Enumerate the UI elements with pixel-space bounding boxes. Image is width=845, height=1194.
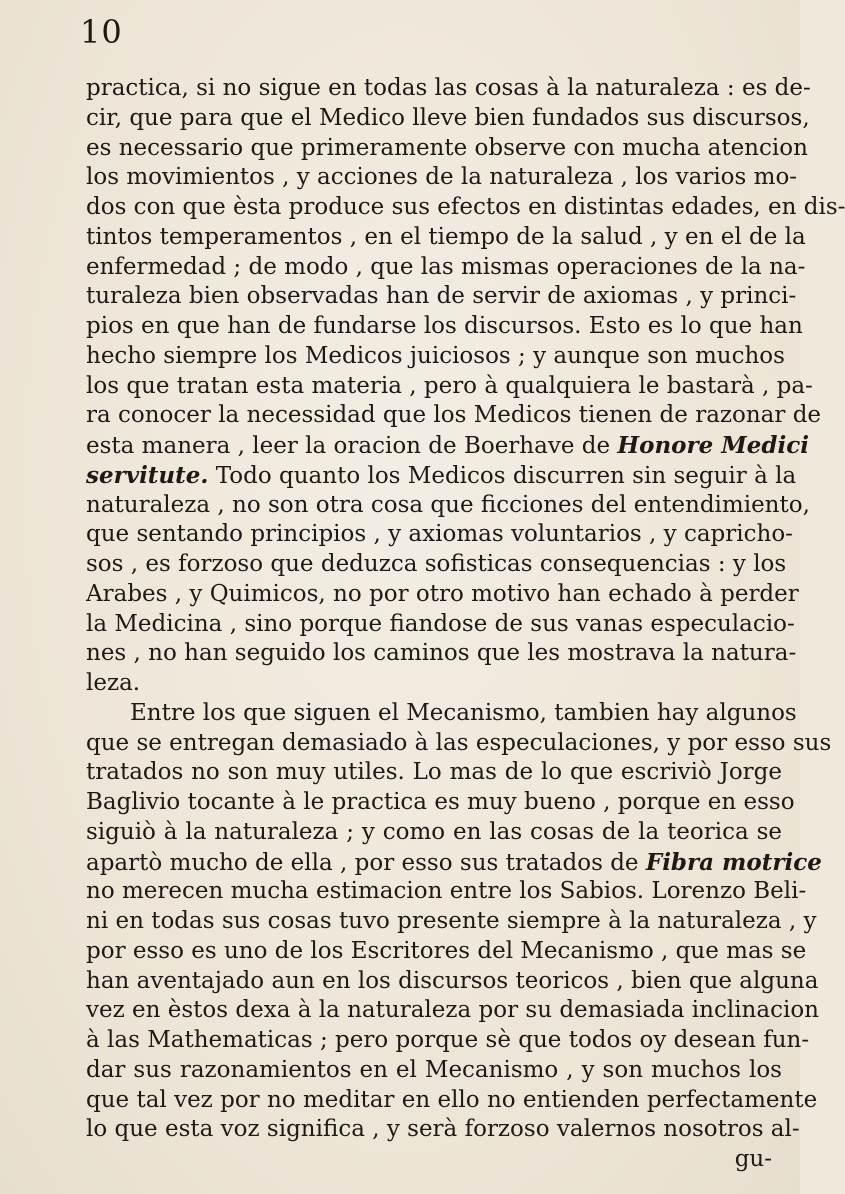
text-line: la Medicina , sino porque fiandose de sus vanas especulacio-: [86, 610, 795, 637]
text-line: no merecen mucha estimacion entre los Sabios. Lorenzo Beli-: [86, 878, 807, 905]
text-line: hecho siempre los Medicos juiciosos ; y aunque son muchos: [86, 342, 785, 369]
italic-title: Honore Medici: [617, 432, 809, 459]
text-line: ni en todas sus cosas tuvo presente siempre à la naturaleza , y: [86, 908, 817, 934]
catchword: gu-: [734, 1146, 772, 1172]
text-fragment: apartò mucho de ella , por esso sus tratados de: [86, 849, 646, 876]
text-fragment: Todo quanto los Medicos discurren sin seguir à la: [208, 462, 797, 489]
text-line: Arabes , y Quimicos, no por otro motivo han echado à perder: [86, 580, 799, 607]
text-line: [86, 461, 797, 491]
text-line: tintos temperamentos , en el tiempo de la salud , y en el de la: [86, 223, 806, 250]
text-line: que sentando principios , y axiomas voluntarios , y capricho-: [86, 521, 793, 548]
text-line: vez en èstos dexa à la naturaleza por su demasiada inclinacion: [86, 997, 819, 1024]
text-line: pios en que han de fundarse los discursos. Esto es lo que han: [86, 313, 803, 339]
text-line: los movimientos , y acciones de la naturaleza , los varios mo-: [86, 164, 798, 191]
text-line: que tal vez por no meditar en ello no entienden perfectamente: [86, 1086, 818, 1113]
text-line: lo que esta voz significa , y serà forzoso valernos nosotros al-: [86, 1116, 800, 1143]
text-line-with-title: [86, 431, 809, 461]
text-line: cir, que para que el Medico lleve bien fundados sus discursos,: [86, 104, 810, 131]
text-line: practica, si no sigue en todas las cosas à la naturaleza : es de-: [86, 75, 811, 101]
page-number: 10: [80, 13, 123, 51]
text-line: por esso es uno de los Escritores del Mecanismo , que mas se: [86, 937, 807, 964]
text-fragment: esta manera , leer la oracion de Boerhave de: [86, 433, 618, 459]
text-line: enfermedad ; de modo , que las mismas operaciones de la na-: [86, 253, 806, 280]
text-line: naturaleza , no son otra cosa que ficciones del entendimiento,: [86, 491, 810, 518]
text-line: nes , no han seguido los caminos que les mostrava la natura-: [86, 640, 797, 667]
text-line: dos con que èsta produce sus efectos en distintas edades, en dis-: [86, 194, 845, 220]
text-line-with-title: [86, 848, 822, 878]
text-line: sos , es forzoso que deduzca sofisticas consequencias : y los: [86, 551, 787, 577]
text-line: siguiò à la naturaleza ; y como en las cosas de la teorica se: [86, 818, 782, 845]
text-line-paragraph-start: Entre los que siguen el Mecanismo, tambien hay algunos: [130, 699, 797, 726]
text-line: Baglivio tocante à le practica es muy bueno , porque en esso: [86, 789, 795, 815]
italic-title: Fibra motrice: [645, 848, 822, 876]
text-line: à las Mathematicas ; pero porque sè que todos oy desean fun-: [86, 1027, 810, 1053]
text-line: dar sus razonamientos en el Mecanismo , y son muchos los: [86, 1056, 782, 1083]
italic-title-continued: servitute.: [86, 461, 209, 489]
text-line: leza.: [86, 670, 141, 696]
text-line: tratados no son muy utiles. Lo mas de lo que escriviò Jorge: [86, 759, 782, 786]
text-line: han aventajado aun en los discursos teoricos , bien que alguna: [86, 967, 819, 994]
text-line: es necessario que primeramente observe con mucha atencion: [86, 134, 808, 161]
text-line: ra conocer la necessidad que los Medicos tienen de razonar de: [86, 402, 822, 429]
body-text: [86, 74, 845, 1175]
text-line: turaleza bien observadas han de servir de axiomas , y princi-: [86, 283, 797, 310]
text-line: que se entregan demasiado à las especulaciones, y por esso sus: [86, 729, 832, 756]
text-line: los que tratan esta materia , pero à qualquiera le bastarà , pa-: [86, 372, 813, 399]
